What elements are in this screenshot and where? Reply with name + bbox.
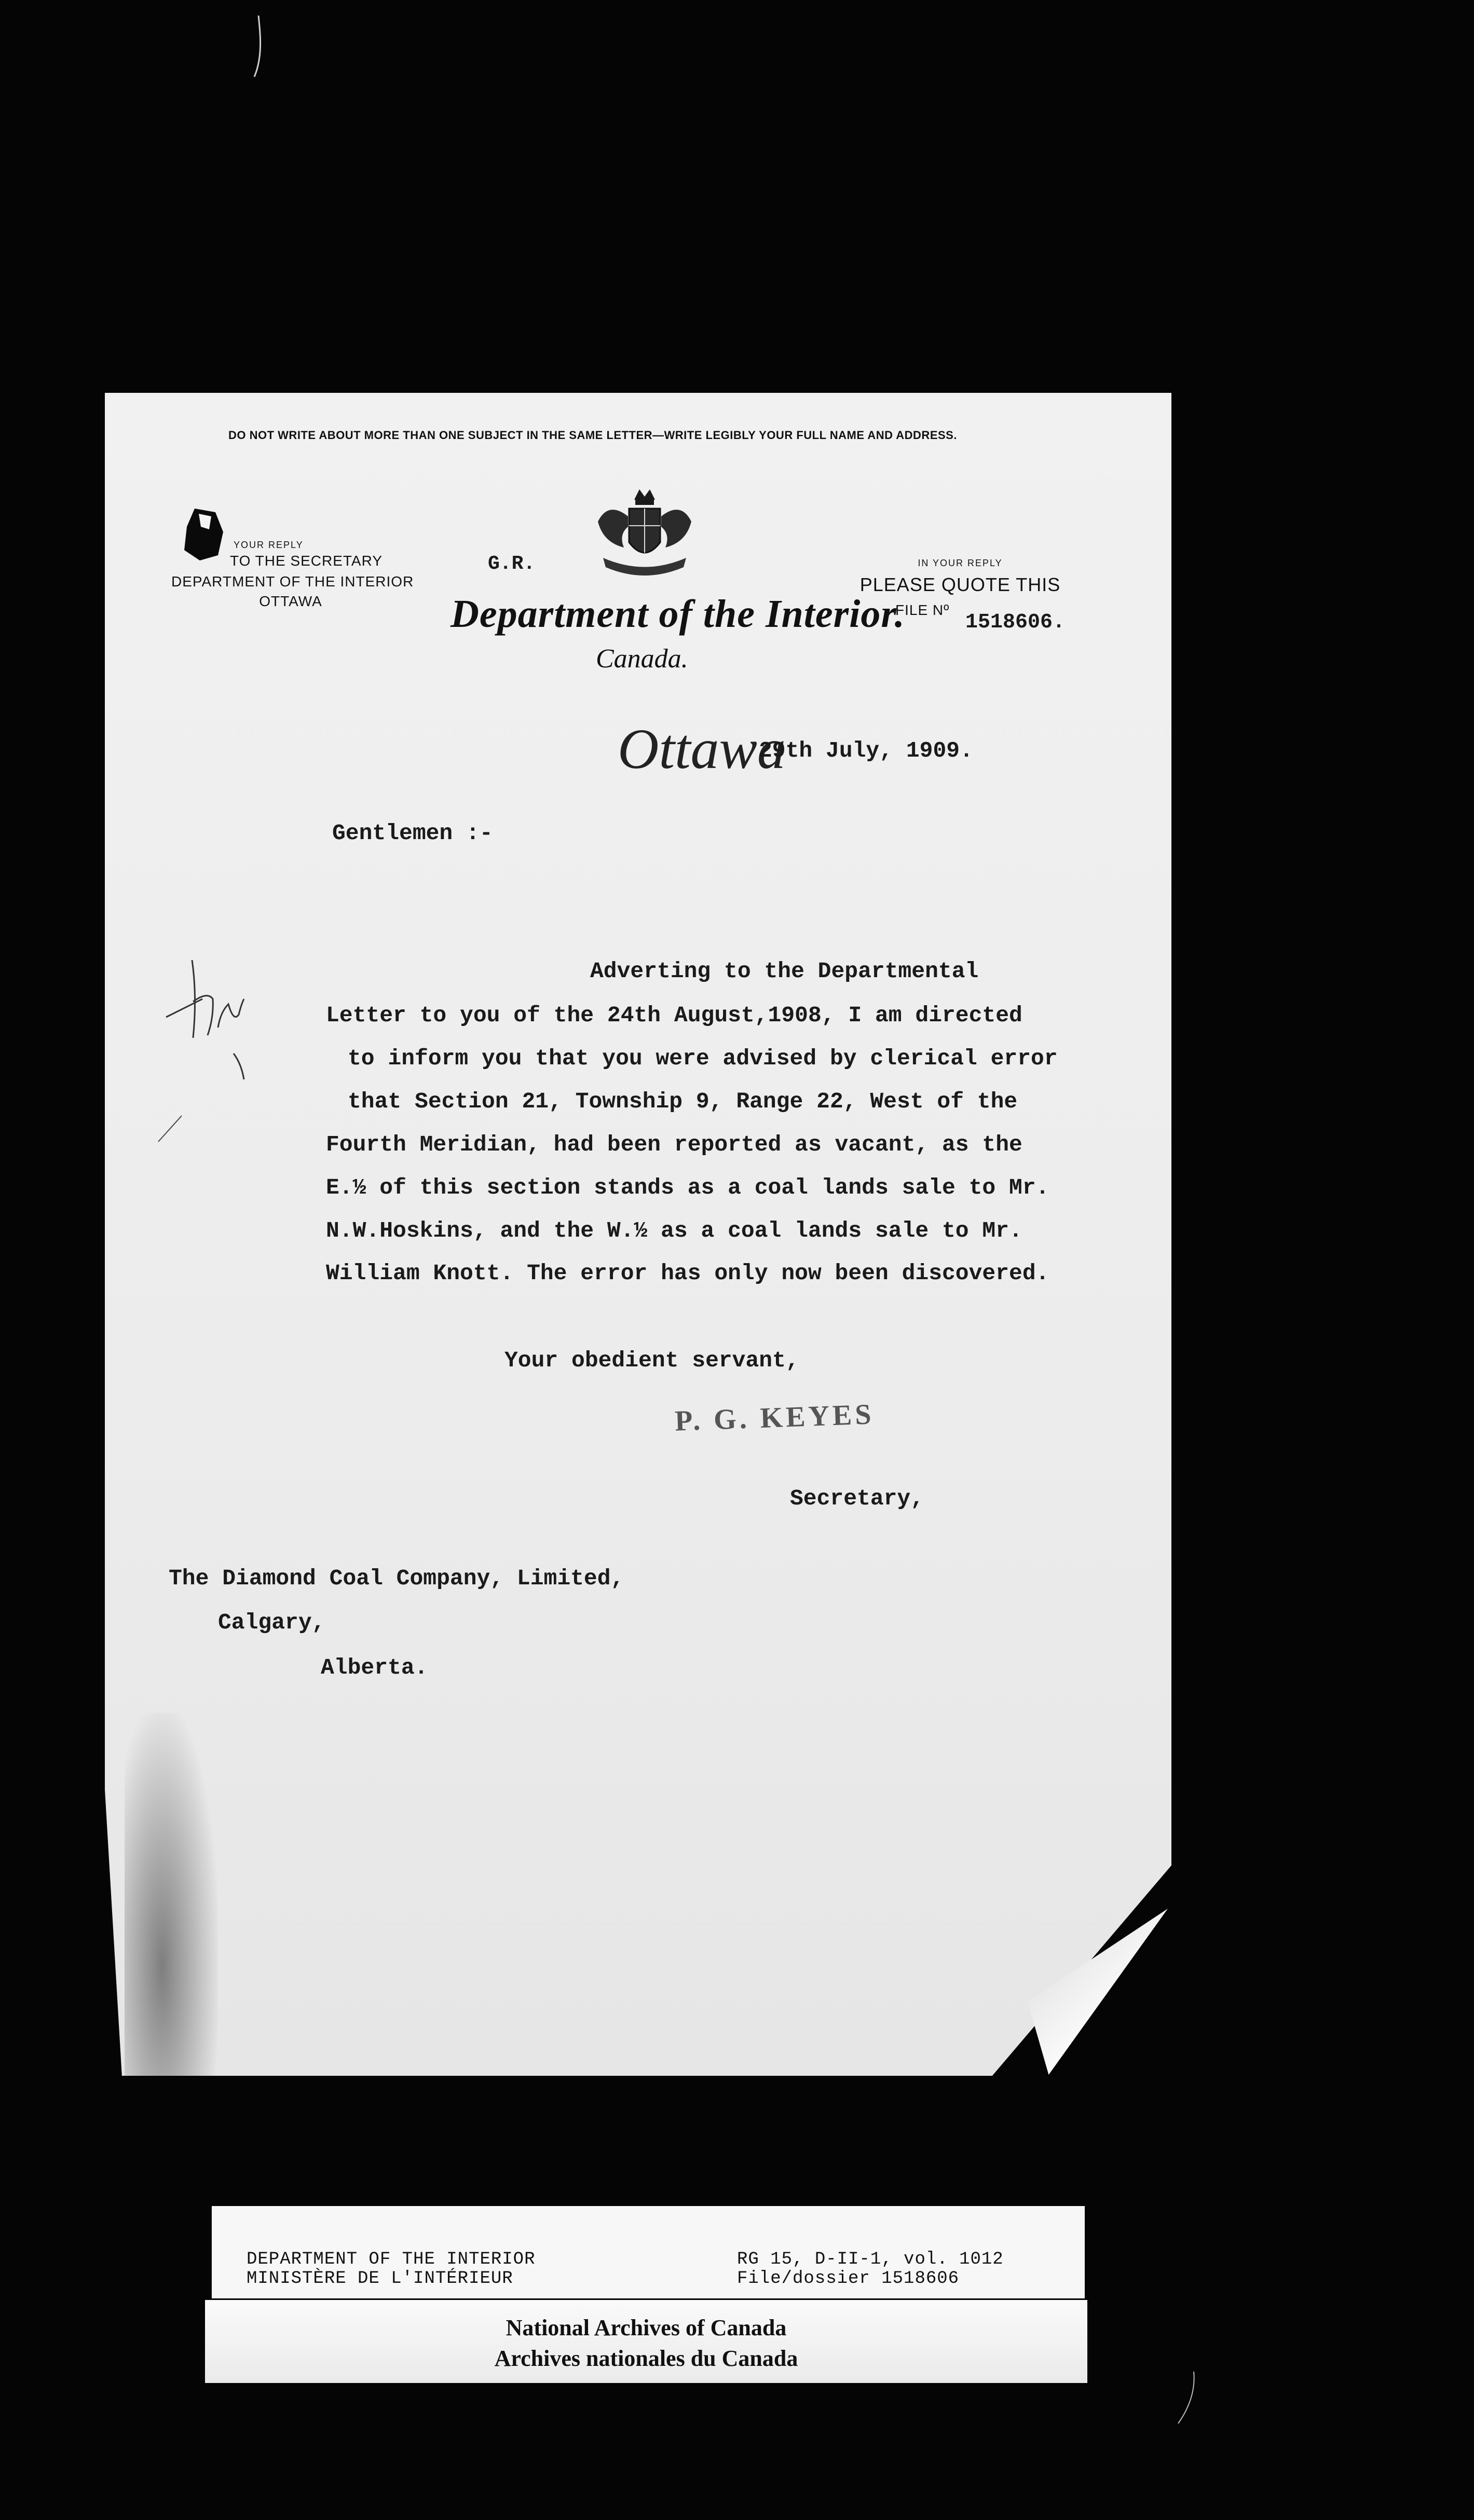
archive-dept-fr: MINISTÈRE DE L'INTÉRIEUR [247,2269,513,2289]
scan-mark [249,16,270,78]
reply-left-line2: TO THE SECRETARY [230,553,383,569]
national-archives-bar [205,2300,1087,2383]
closing: Your obedient servant, [504,1348,799,1373]
gr-mark: G.R. [488,553,536,575]
reply-left-block [171,540,414,610]
archives-name-en: National Archives of Canada [506,2315,787,2340]
file-number: 1518606. [965,611,1066,634]
body-line-8: William Knott. The error has only now been discovered. [326,1261,1049,1286]
file-number-label: FILE Nº [895,602,950,618]
address-line-1: The Diamond Coal Company, Limited, [169,1566,624,1591]
warning-line: DO NOT WRITE ABOUT MORE THAN ONE SUBJECT IN THE SAME LETTER—WRITE LEGIBLY YOUR FULL NAME AND ADDRESS. [228,429,957,442]
letter-date: 29th July, 1909. [759,738,973,763]
archive-reference: RG 15, D-II-1, vol. 1012 [737,2250,1004,2269]
body-line-4: that Section 21, Township 9, Range 22, West of the [348,1089,1018,1114]
reply-right-line1: IN YOUR REPLY [918,558,1003,568]
letterhead-subtitle: Canada. [596,644,688,674]
body-line-5: Fourth Meridian, had been reported as vacant, as the [326,1132,1022,1157]
archive-file: File/dossier 1518606 [737,2269,960,2289]
body-line-7: N.W.Hoskins, and the W.½ as a coal lands sale to Mr. [326,1218,1022,1243]
reply-left-line1: YOUR REPLY [234,540,304,550]
body-line-2: Letter to you of the 24th August,1908, I am directed [326,1003,1022,1028]
reply-left-line3: DEPARTMENT OF THE INTERIOR [171,573,414,590]
margin-initials-handwriting [156,950,280,1152]
reply-right-block [851,558,1069,596]
signature-stamp: P. G. KEYES [674,1398,875,1437]
paper-edge-shadow [125,1713,218,2076]
letterhead-title: Department of the Interior. [451,592,905,636]
body-line-6: E.½ of this section stands as a coal lands sale to Mr. [326,1175,1049,1200]
reply-left-line4: OTTAWA [259,593,322,609]
archive-dept-en: DEPARTMENT OF THE INTERIOR [247,2250,536,2269]
signatory-title: Secretary, [790,1486,924,1511]
body-line-1: Adverting to the Departmental [590,958,979,984]
address-line-3: Alberta. [321,1655,428,1680]
scan-mark-bottom [1173,2366,1204,2429]
place-script: Ottawa [618,717,786,780]
salutation: Gentlemen :- [332,820,493,846]
coat-of-arms-icon [588,485,702,584]
address-line-2: Calgary, [218,1610,325,1635]
body-line-3: to inform you that you were advised by clerical error [348,1046,1058,1071]
archives-name-fr: Archives nationales du Canada [494,2346,798,2371]
reply-right-line2: PLEASE QUOTE THIS [859,574,1061,595]
